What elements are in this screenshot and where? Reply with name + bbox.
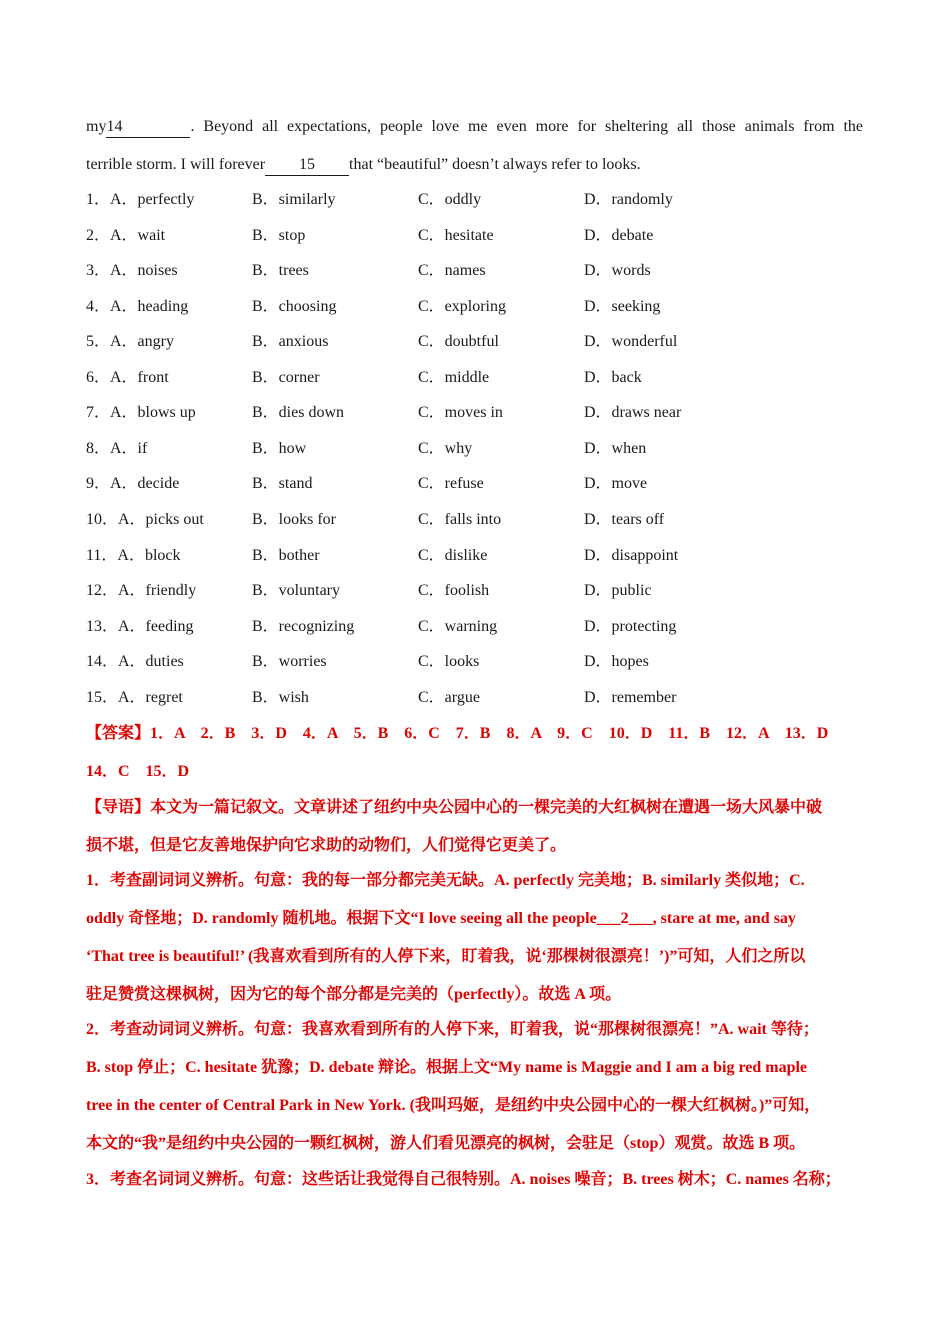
- answer-key-line-2: 14．C 15．D: [86, 763, 190, 780]
- question-row: [86, 505, 846, 535]
- explanation-line: 2．考查动词词义辨析。句意：我喜欢看到所有的人停下来，盯着我，说“那棵树很漂亮！”A. wait 等待；: [86, 1021, 819, 1038]
- option-c: C．why: [418, 440, 473, 457]
- option-c: C．looks: [418, 653, 480, 670]
- option-b: B．dies down: [252, 404, 345, 421]
- option-a: 3．A．noises: [86, 262, 178, 279]
- explanation-line: oddly 奇怪地；D. randomly 随机地。根据下文“I love seeing all the people___2___, stare at me, and say: [86, 910, 796, 927]
- option-b: B．anxious: [252, 333, 329, 350]
- passage-text: that “beautiful” doesn’t always refer to looks.: [349, 156, 641, 173]
- blank-14: 14: [106, 117, 190, 138]
- option-a: 15．A．regret: [86, 689, 183, 706]
- option-d: D．back: [584, 369, 642, 386]
- question-row: [86, 541, 846, 571]
- option-c: C．warning: [418, 618, 498, 635]
- option-a: 10．A．picks out: [86, 511, 204, 528]
- explanation-line: ‘That tree is beautiful!’ (我喜欢看到所有的人停下来，盯着我，说‘那棵树很漂亮！’)”可知，人们之所以: [86, 948, 806, 965]
- question-row: [86, 256, 846, 286]
- option-d: D．hopes: [584, 653, 649, 670]
- option-a: 11．A．block: [86, 547, 181, 564]
- explanation-line: 驻足赞赏这棵枫树，因为它的每个部分都是完美的（perfectly）。故选 A 项。: [86, 986, 622, 1003]
- passage-text: terrible storm. I will forever: [86, 156, 266, 173]
- option-c: C．hesitate: [418, 227, 494, 244]
- question-row: [86, 363, 846, 393]
- question-row: [86, 221, 846, 251]
- option-b: B．trees: [252, 262, 309, 279]
- option-a: 13．A．feeding: [86, 618, 194, 635]
- option-d: D．debate: [584, 227, 654, 244]
- blank-15: 15: [265, 155, 349, 176]
- question-row: [86, 612, 846, 642]
- explanation-line: B. stop 停止；C. hesitate 犹豫；D. debate 辩论。根据上文“My name is Maggie and I am a big red maple: [86, 1059, 808, 1076]
- option-b: B．bother: [252, 547, 320, 564]
- answer-key-line-1: 【答案】1．A 2．B 3．D 4．A 5．B 6．C 7．B 8．A 9．C 10．D 11．B 12．A 13．D: [86, 725, 829, 742]
- option-b: B．choosing: [252, 298, 337, 315]
- question-row: [86, 185, 846, 215]
- option-c: C．doubtful: [418, 333, 499, 350]
- option-c: C．argue: [418, 689, 480, 706]
- option-d: D．words: [584, 262, 651, 279]
- option-a: 2．A．wait: [86, 227, 166, 244]
- option-c: C．foolish: [418, 582, 490, 599]
- option-d: D．when: [584, 440, 647, 457]
- option-a: 6．A．front: [86, 369, 169, 386]
- option-d: D．seeking: [584, 298, 661, 315]
- option-b: B．how: [252, 440, 307, 457]
- option-b: B．corner: [252, 369, 320, 386]
- option-b: B．wish: [252, 689, 309, 706]
- option-c: C．names: [418, 262, 486, 279]
- question-row: [86, 434, 846, 464]
- explanation-line: tree in the center of Central Park in New York. (我叫玛姬，是纽约中央公园中心的一棵大红枫树。)”可知，: [86, 1097, 821, 1114]
- passage-text: . Beyond all expectations, people love me even more for sheltering all those animals from the: [190, 118, 863, 135]
- option-b: B．stand: [252, 475, 313, 492]
- option-c: C．refuse: [418, 475, 484, 492]
- option-c: C．exploring: [418, 298, 506, 315]
- option-d: D．disappoint: [584, 547, 679, 564]
- passage-line-2: [86, 146, 863, 184]
- option-a: 1．A．perfectly: [86, 191, 195, 208]
- option-c: C．oddly: [418, 191, 482, 208]
- option-d: D．move: [584, 475, 648, 492]
- option-c: C．moves in: [418, 404, 503, 421]
- question-row: [86, 469, 846, 499]
- question-row: [86, 576, 846, 606]
- option-b: B．stop: [252, 227, 306, 244]
- option-b: B．similarly: [252, 191, 336, 208]
- guide-line-1: 【导语】本文为一篇记叙文。文章讲述了纽约中央公园中心的一棵完美的大红枫树在遭遇一场大风暴中破: [86, 799, 823, 816]
- question-row: [86, 647, 846, 677]
- option-c: C．falls into: [418, 511, 502, 528]
- option-d: D．protecting: [584, 618, 677, 635]
- question-row: [86, 683, 846, 713]
- option-b: B．voluntary: [252, 582, 340, 599]
- guide-line-2: 损不堪，但是它友善地保护向它求助的动物们，人们觉得它更美了。: [86, 837, 567, 854]
- option-a: 4．A．heading: [86, 298, 189, 315]
- option-a: 14．A．duties: [86, 653, 184, 670]
- option-a: 7．A．blows up: [86, 404, 196, 421]
- passage-line-1: [86, 108, 863, 146]
- option-c: C．dislike: [418, 547, 488, 564]
- option-c: C．middle: [418, 369, 490, 386]
- question-row: [86, 398, 846, 428]
- option-b: B．recognizing: [252, 618, 355, 635]
- question-row: [86, 292, 846, 322]
- option-a: 9．A．decide: [86, 475, 180, 492]
- explanation-line: 1．考查副词词义辨析。句意：我的每一部分都完美无缺。A. perfectly 完美地；B. similarly 类似地；C.: [86, 872, 805, 889]
- option-d: D．public: [584, 582, 652, 599]
- explanation-line: 3．考查名词词义辨析。句意：这些话让我觉得自己很特别。A. noises 噪音；B. trees 树木；C. names 名称；: [86, 1171, 841, 1188]
- passage-text: my: [86, 118, 107, 135]
- option-b: B．looks for: [252, 511, 337, 528]
- option-d: D．randomly: [584, 191, 673, 208]
- question-row: [86, 327, 846, 357]
- option-d: D．remember: [584, 689, 677, 706]
- option-a: 8．A．if: [86, 440, 148, 457]
- option-a: 12．A．friendly: [86, 582, 197, 599]
- explanation-line: 本文的“我”是纽约中央公园的一颗红枫树，游人们看见漂亮的枫树，会驻足（stop）观赏。故选 B 项。: [86, 1135, 806, 1152]
- option-d: D．wonderful: [584, 333, 678, 350]
- option-a: 5．A．angry: [86, 333, 174, 350]
- option-d: D．tears off: [584, 511, 665, 528]
- option-b: B．worries: [252, 653, 327, 670]
- option-d: D．draws near: [584, 404, 682, 421]
